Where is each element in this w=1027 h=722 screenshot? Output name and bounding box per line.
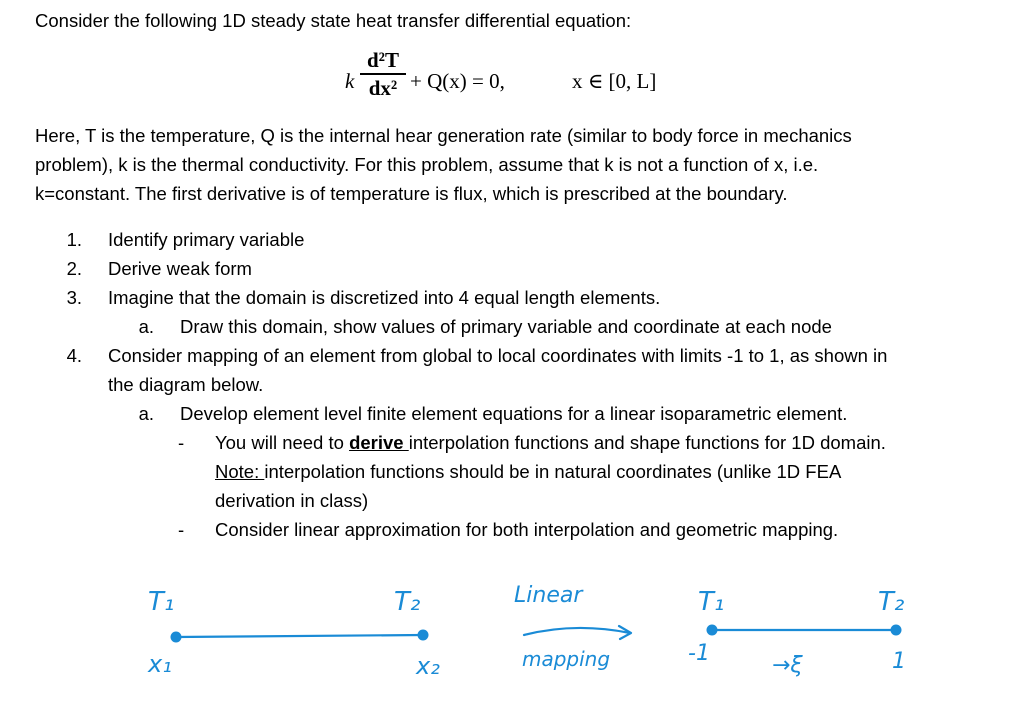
global-element-line bbox=[176, 635, 423, 637]
mapping-arrow bbox=[524, 628, 630, 635]
local-node-1 bbox=[707, 625, 718, 636]
list-item-text: Develop element level finite element equations for a linear isoparametric element. bbox=[180, 403, 848, 424]
equation-denominator: dx² bbox=[368, 75, 398, 100]
equation-domain: x ∈ [0, L] bbox=[572, 69, 657, 93]
local-t1-label: T₁ bbox=[698, 587, 725, 617]
local-plus1-label: 1 bbox=[892, 649, 906, 674]
list-item-text: Imagine that the domain is discretized into 4 equal length elements. bbox=[108, 287, 661, 308]
list-item-text: Identify primary variable bbox=[108, 229, 305, 250]
paragraph-line-1: Here, T is the temperature, Q is the internal hear generation rate (similar to body force in mechanics bbox=[35, 125, 852, 146]
list-item-text: Consider mapping of an element from global to local coordinates with limits -1 to 1, as shown in bbox=[108, 345, 888, 366]
equation-coefficient: k bbox=[345, 69, 355, 93]
dash-marker: - bbox=[178, 432, 185, 453]
dash-item-continuation: derivation in class) bbox=[215, 490, 369, 511]
mapping-diagram bbox=[0, 560, 1027, 722]
intro-text: Consider the following 1D steady state heat transfer differential equation: bbox=[35, 10, 632, 31]
local-minus1-label: -1 bbox=[688, 641, 710, 666]
dash-item-text: You will need to derive interpolation functions and shape functions for 1D domain. bbox=[215, 432, 886, 453]
global-x1-label: x₁ bbox=[148, 650, 172, 678]
description-paragraph bbox=[35, 121, 852, 208]
list-marker: 1. bbox=[66, 229, 82, 250]
global-t2-label: T₂ bbox=[394, 587, 421, 617]
paragraph-line-3: k=constant. The first derivative is of temperature is flux, which is prescribed at the boundary. bbox=[35, 183, 788, 204]
equation-fraction bbox=[358, 48, 408, 100]
list-item-continuation: the diagram below. bbox=[108, 374, 264, 395]
equation-numerator: d²T bbox=[367, 48, 399, 72]
linear-label: Linear bbox=[514, 583, 583, 608]
list-marker: 4. bbox=[66, 345, 82, 366]
list-marker: 2. bbox=[66, 258, 82, 279]
global-node-2 bbox=[418, 630, 429, 641]
derive-emphasis: derive bbox=[349, 432, 409, 453]
paragraph-line-2: problem), k is the thermal conductivity. For this problem, assume that k is not a function of x, i.e. bbox=[35, 154, 819, 175]
list-marker: 3. bbox=[66, 287, 82, 308]
local-node-2 bbox=[891, 625, 902, 636]
global-x2-label: x₂ bbox=[416, 652, 440, 680]
local-t2-label: T₂ bbox=[878, 587, 905, 617]
dash-marker: - bbox=[178, 519, 185, 540]
global-t1-label: T₁ bbox=[148, 587, 175, 617]
equation-rest: + Q(x) = 0, bbox=[410, 69, 505, 93]
list-item-text: Draw this domain, show values of primary variable and coordinate at each node bbox=[180, 316, 832, 337]
list-item-text: Derive weak form bbox=[108, 258, 252, 279]
list-marker: a. bbox=[138, 403, 154, 424]
fraction-bar bbox=[360, 73, 406, 75]
global-node-1 bbox=[171, 632, 182, 643]
local-xi-label: →ξ bbox=[772, 653, 803, 678]
list-marker: a. bbox=[138, 316, 154, 337]
dash-item-note: Note: interpolation functions should be in natural coordinates (unlike 1D FEA bbox=[215, 461, 842, 482]
mapping-label: mapping bbox=[522, 647, 611, 671]
note-label: Note: bbox=[215, 461, 265, 482]
dash-item-text: Consider linear approximation for both interpolation and geometric mapping. bbox=[215, 519, 839, 540]
